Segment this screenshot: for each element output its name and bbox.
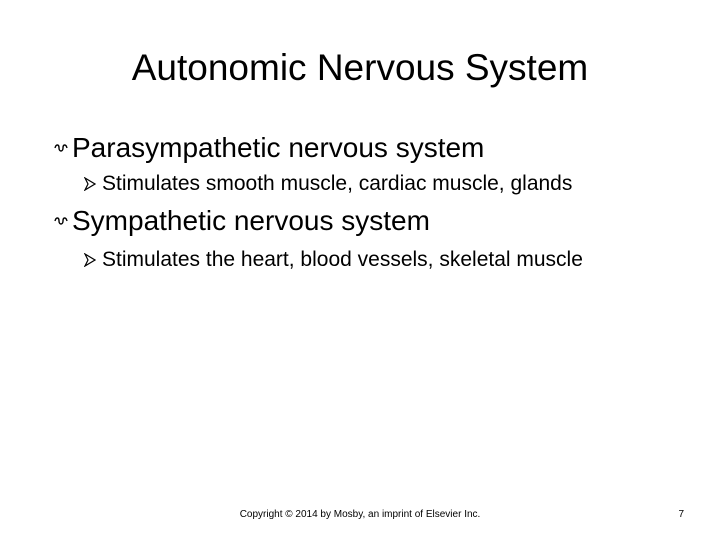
arrowhead-bullet-icon: [78, 253, 102, 267]
sub-bullet-text: Stimulates the heart, blood vessels, skeletal muscle: [102, 248, 583, 271]
bullet-item-parasympathetic: [50, 131, 484, 165]
sub-bullet-item-sympathetic: [78, 246, 583, 274]
bullet-item-sympathetic: [50, 204, 430, 238]
bullet-text: Parasympathetic nervous system: [72, 132, 485, 163]
sub-bullet-text: Stimulates smooth muscle, cardiac muscle, glands: [102, 172, 573, 195]
curly-bullet-icon: [50, 143, 72, 153]
slide-title: Autonomic Nervous System: [131, 47, 589, 88]
sub-bullet-item-parasympathetic: [78, 170, 572, 198]
page-number: 7: [678, 509, 684, 520]
arrowhead-bullet-icon: [78, 177, 102, 191]
copyright-footer: Copyright © 2014 by Mosby, an imprint of Elsevier Inc.: [239, 509, 481, 520]
curly-bullet-icon: [50, 216, 72, 226]
bullet-text: Sympathetic nervous system: [72, 205, 430, 236]
